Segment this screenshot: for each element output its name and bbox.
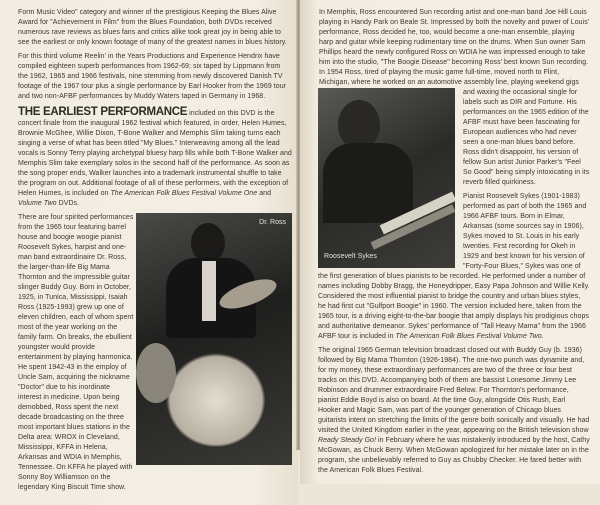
right-text (318, 8, 590, 476)
dr-ross-caption: Dr. Ross (259, 219, 286, 226)
right-page (300, 0, 600, 484)
dr-ross-paragraph: There are four spirited performances from the 1965 tour featuring barrel house and boogie woogie pianist Roosevelt Sykes, harpist and one-man band extraordinaire Dr. Ross, the larger-than-life Big Mama Thornton and the impressible guitar slinger Buddy Guy. Born in October, 1925, in Tunica, Mississippi, Isaiah Ross (1925-1993) grew up one of eleven children, each of whom spent most of the year working on the family farm. On breaks, the ebullient youngster would provide entertainment by playing harmonica. He spent 1942-43 in the employ of Uncle Sam, acquiring the nickname "Doctor" due to his inordinate interest in medicine. Upon being demobbed, Ross spent the next decade broadcasting on the three most important blues stations in the Delta area: WROX in Cleveland, Mississippi, KFFA in Helena, Arkansas and WDIA in Memphis, Tennessee. On KFFA he played with Sonny Boy Williamson on the legendary King Biscuit Time show. (18, 214, 134, 491)
roosevelt-sykes-photo (318, 88, 455, 268)
buddy-guy-paragraph: The original 1965 German television broadcast closed out with Buddy Guy (b. 1936) followed by Big Mama Thornton (1926-1984). The one-two punch was dynamite and, for my money, these extraordinary performances are two of the three or four best tracks on this DVD. Accompanying both of them are bassist Lonesome Jimmy Lee Robinson and drummer extraordinaire Fred Below. For Thornton's performance, pianist Eddie Boyd is also on board. At the time Guy, alongside Otis Rush, Earl Hooker and Magic Sam, was part of the younger generation of Chicago blues guitarists intent on stretching the limits of the genre both sonically and visually. He had visited the United Kingdom earlier in the year, appearing on the British television show Ready Steady Go! in February where he was mistakenly introduced by the host, Cathy McGowan, as Chuck Berry. When McGowan apologized for her mistake later on in the program, she unbelievably referred to Guy as Chubby Checker. He fared better with the American Folk Blues Festival. (318, 347, 590, 474)
ross-memphis-paragraph: In Memphis, Ross encountered Sun recording artist and one-man band Joe Hill Louis playing in Handy Park on Beale St. Impressed by both the novelty and power of Louis' performance, Ross decided he, too, would become a one-man ensemble, playing harp and guitar while keeping rudimentary time on the drums. When Sun owner Sam Phillips heard the newly configured Ross on WDIA he was impressed enough to take him into the studio, "The Boogie Disease" becoming Ross' best known Sun recording. In 1954 Ross, tired of playing the music game full-time, moved north to Flint, Michigan, where he worked on an automotive assembly line, playing weekend gigs and waxing the occasional single for labels such as DIR and Fortune. His performances on the 1965 edition of the AFBF must have been fascinating for European audiences who had never seen a one-man blues band before. Ross didn't disappoint, his version of fellow Sun artist Junior Parker's "Feel So Good" being simply intoxicating in its reverb filled quirkiness. (319, 9, 590, 186)
intro-paragraph: For this third volume Reelin' in the Years Productions and Experience Hendrix have compiled eighteen superb performances from 1962-69; six taped by Lippmann from the 1962, 1965 and 1966 festivals, nine stemming from newly discovered Danish TV footage of the 1967 tour plus a single performance by Earl Hooker from the 1969 tour and two non-AFBF performances by Muddy Waters taped in Germany in 1968. (18, 53, 287, 100)
dr-ross-column (18, 213, 134, 497)
roosevelt-sykes-caption: Roosevelt Sykes (324, 253, 377, 260)
roosevelt-sykes-paragraph: Pianist Roosevelt Sykes (1901-1983) performed as part of both the 1965 and 1966 AFBF tours. Born in Elmar, Arkansas (some sources say in 1906), Sykes moved to St. Louis in his early twenties. First recording for Okeh in 1929 and best known for his version of "Forty-Four Blues," Sykes was one of the first generation of blues pianists to be recorded. He performed under a number of names including Dobby Bragg, the Honeydripper, Easy Papa Johnson and Willie Kelly. Considered the most influential pianist to bridge the country and urban blues styles, he had first cut "Gulfport Boogie" in 1960. The version included here, taken from the 1965 tour, is a driving eight-to-the-bar boogie that amply displays his prodigious chops and authoritative demeanor. Sykes' performance of "Tall Heavy Mama" from the 1966 AFBF tour is included in The American Folk Blues Festival Volume Two. (318, 193, 590, 340)
dr-ross-photo (136, 213, 292, 465)
earliest-performance-paragraph: THE EARLIEST PERFORMANCE included on this DVD is the concert finale from the inaugural 1962 festival which featured, in order, Helen Humes, Brownie McGhee, Willie Dixon, T-Bone Walker and Memphis Slim taking turns each singing a verse of what has been titled "My Blues." Interweaving among all the lead vocals is Sonny Terry playing archetypal bluesy harp fills while both T-Bone Walker and Memphis Slim take exemplary solos in the second half of the performance. As soon as the song proper ends, Walker launches into a trademark instrumental shuffle to take the program on out. Additional footage of all of these performers, with the exception of Helen Humes, is included on The American Folk Blues Festival Volume One and Volume Two DVDs. (18, 106, 292, 207)
left-page (0, 0, 298, 505)
intro-paragraph: Form Music Video" category and winner of the prestigious Keeping the Blues Alive Award for "Achievement in Film" from the Blues Foundation, both DVDs received numerous rave reviews as blues fans and critics alike took great joy in being able to see the earliest or only known footage of many of the greatest names in blues history. (18, 9, 287, 46)
section-heading: THE EARLIEST PERFORMANCE (18, 106, 188, 118)
intro-text (18, 8, 292, 209)
